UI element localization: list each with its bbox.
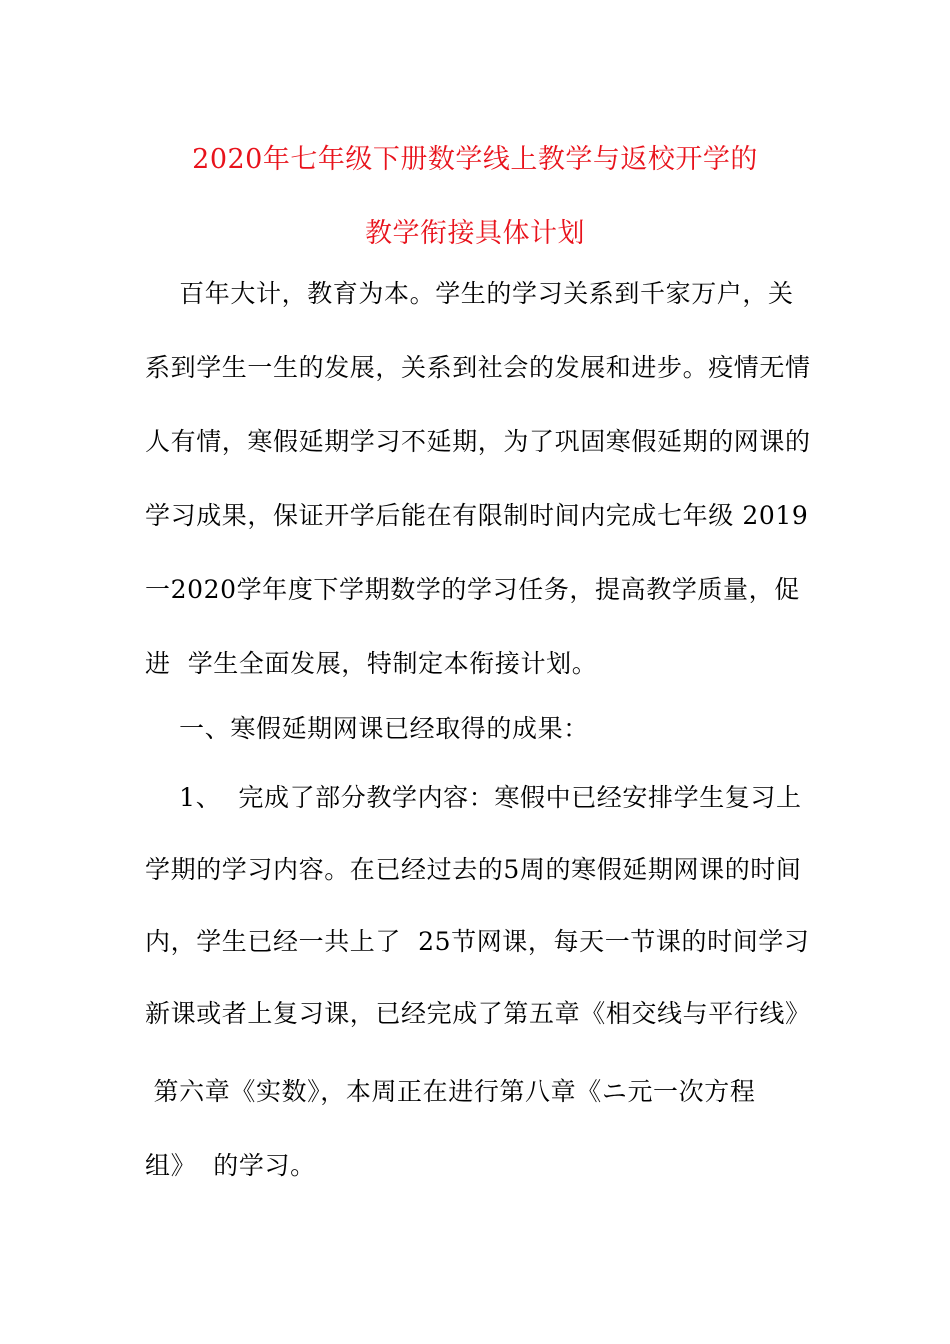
paragraph-line: 学习成果，保证开学后能在有限制时间内完成七年级 2019 (145, 501, 809, 530)
section-heading: 一、寒假延期网课已经取得的成果： (145, 714, 589, 743)
paragraph-line: 一2020学年度下学期数学的学习任务，提高教学质量，促 (145, 575, 800, 604)
paragraph-line: 第六章《实数》，本周正在进行第八章《ニ元一次方程 (145, 1077, 756, 1106)
paragraph-line: 人有情，寒假延期学习不延期，为了巩固寒假延期的网课的 (145, 427, 811, 456)
list-item-line: 1、 完成了部分教学内容：寒假中已经安排学生复习上 (145, 783, 802, 812)
paragraph-line: 系到学生一生的发展，关系到社会的发展和进步。疫情无情 (145, 353, 811, 382)
paragraph-line: 进 学生全面发展，特制定本衔接计划。 (145, 649, 598, 678)
paragraph-line: 内，学生已经一共上了 25节网课，每天一节课的时间学习 (145, 927, 810, 956)
paragraph-line: 百年大计，教育为本。学生的学习关系到千家万户，关 (145, 279, 794, 308)
paragraph-line: 新课或者上复习课，已经完成了第五章《相交线与平行线》 (145, 999, 811, 1028)
paragraph-line: 组》 的学习。 (145, 1151, 316, 1180)
document-title-line-1: 2020年七年级下册数学线上教学与返校开学的 (192, 144, 758, 175)
paragraph-line: 学期的学习内容。在已经过去的5周的寒假延期网课的时间 (145, 855, 802, 884)
document-title-line-2: 教学衔接具体计划 (365, 218, 585, 249)
